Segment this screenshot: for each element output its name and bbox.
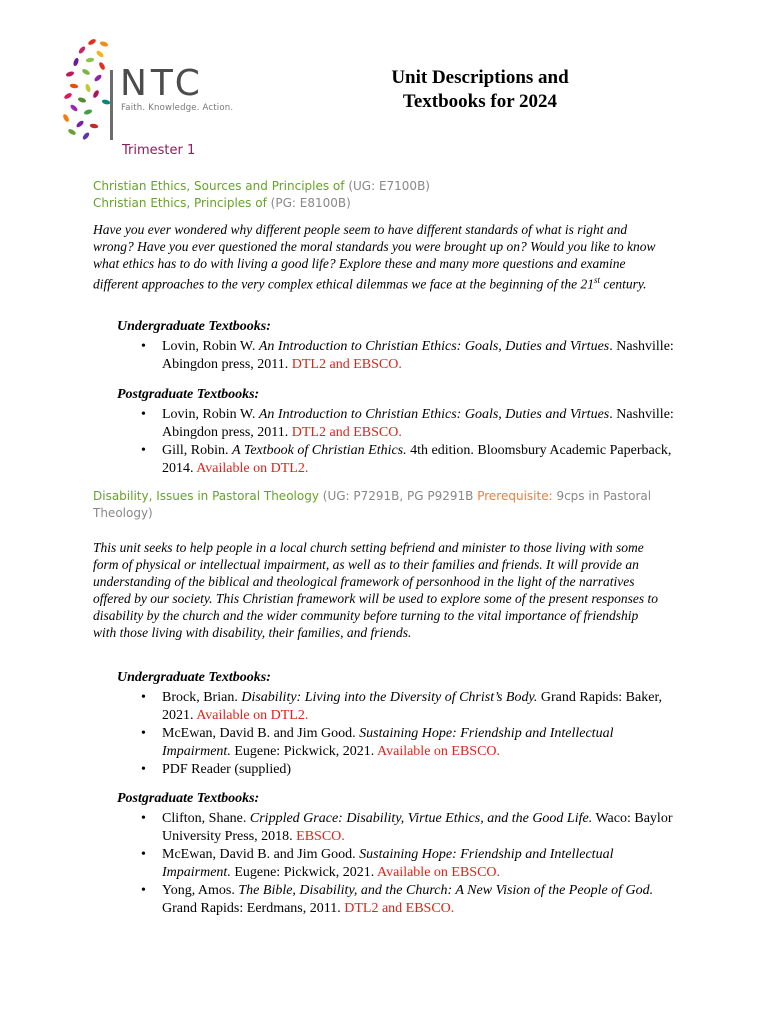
logo-tagline: Faith. Knowledge. Action. <box>121 103 234 113</box>
textbook-item <box>117 442 677 477</box>
textbook-availability: Available on DTL2. <box>196 460 309 476</box>
unit-name: Christian Ethics, Sources and Principles of <box>93 179 345 193</box>
unit-1-title-line-2 <box>93 195 430 212</box>
leaf-shape <box>77 96 86 103</box>
leaf-shape <box>83 108 92 115</box>
textbook-item <box>117 846 677 881</box>
textbook-author: McEwan, David B. and Jim Good. <box>162 847 360 862</box>
unit-2-pg-heading: Postgraduate Textbooks: <box>117 791 260 806</box>
leaf-shape <box>87 38 96 46</box>
document-title <box>350 66 610 114</box>
description-end: century. <box>600 276 647 292</box>
description-text: Have you ever wondered why different people seem to have different standards of what is right and wrong? Have you ever questioned the moral standards you were brought up on? Would you like to know what ethics has to do with living a good life? Explore these and many more questions and examine different approaches to the very complex ethical dilemmas we face at the beginning of the 21 <box>93 222 656 292</box>
bullet-icon: • <box>141 407 146 422</box>
logo-wordmark: NTC <box>120 63 204 104</box>
logo-bar <box>110 70 113 140</box>
textbook-title: A Textbook of Christian Ethics. <box>232 443 407 458</box>
textbook-author: McEwan, David B. and Jim Good. <box>162 726 360 741</box>
textbook-publisher: Waco: Baylor University Press, 2018. <box>162 811 673 844</box>
unit-1-ug-heading: Undergraduate Textbooks: <box>117 319 271 334</box>
leaf-shape <box>69 83 78 89</box>
prerequisite-label: Prerequisite: <box>477 489 553 503</box>
textbook-author: PDF Reader (supplied) <box>162 762 292 777</box>
unit-1-pg-heading: Postgraduate Textbooks: <box>117 387 260 402</box>
textbook-author: Lovin, Robin W. <box>162 407 259 422</box>
leaf-shape <box>63 92 72 100</box>
textbook-publisher: . Nashville: Abingdon press, 2011. <box>162 407 674 440</box>
leaf-shape <box>95 50 104 59</box>
leaf-shape <box>78 45 87 54</box>
unit-2-title <box>93 488 683 522</box>
unit-2-ug-heading: Undergraduate Textbooks: <box>117 670 271 685</box>
unit-1-pg-list <box>117 406 677 478</box>
textbook-item <box>117 689 677 724</box>
unit-1-description <box>93 221 663 293</box>
leaf-shape <box>81 68 90 76</box>
textbook-author: Clifton, Shane. <box>162 811 250 826</box>
textbook-publisher: Eugene: Pickwick, 2021. <box>230 743 378 759</box>
textbook-item <box>117 882 677 917</box>
bullet-icon: • <box>141 339 146 354</box>
textbook-author: Lovin, Robin W. <box>162 339 259 354</box>
textbook-publisher: 4th edition. Bloomsbury Academic Paperback, 2014. <box>162 443 672 476</box>
textbook-publisher: Eugene: Pickwick, 2021. <box>230 864 378 880</box>
leaf-shape <box>82 131 91 140</box>
leaf-shape <box>84 83 91 92</box>
unit-2-pg-list <box>117 810 677 918</box>
textbook-item <box>117 406 677 441</box>
unit-2-description: This unit seeks to help people in a local church setting befriend and minister to those living with some form of physical or intellectual impairment, as well as to their families and friends. It will provide an understanding of the biblical and theological framework of personhood in the light of the narratives offered by our society. This Christian framework will be used to explore some of the present responses to disability by the church and the wider community before turning to the vital importance of friendship with those living with disability, their families, and friends. <box>93 540 658 640</box>
unit-code: (UG: E7100B) <box>348 179 430 193</box>
textbook-availability: DTL2 and EBSCO. <box>291 356 402 372</box>
unit-code: (UG: P7291B, PG P9291B <box>322 489 474 503</box>
unit-1-ug-list <box>117 338 677 374</box>
bullet-icon: • <box>141 726 146 741</box>
textbook-title: Sustaining Hope: Friendship and Intellectual Impairment. <box>162 726 614 759</box>
bullet-icon: • <box>141 811 146 826</box>
leaf-shape <box>72 57 79 66</box>
unit-1-title <box>93 178 430 212</box>
leaf-shape <box>99 40 108 47</box>
textbook-title: Sustaining Hope: Friendship and Intellectual Impairment. <box>162 847 614 880</box>
textbook-publisher: Grand Rapids: Baker, 2021. <box>162 690 663 723</box>
title-line-2: Textbooks for 2024 <box>402 91 558 112</box>
textbook-availability: DTL2 and EBSCO. <box>291 424 402 440</box>
textbook-item <box>117 725 677 760</box>
title-line-1: Unit Descriptions and <box>391 67 569 88</box>
unit-1-title-line-1 <box>93 178 430 195</box>
unit-2-ug-list <box>117 689 677 780</box>
bullet-icon: • <box>141 690 146 705</box>
textbook-title: Disability: Living into the Diversity of Christ’s Body. <box>241 690 538 705</box>
textbook-publisher: Grand Rapids: Eerdmans, 2011. <box>162 900 345 916</box>
unit-name: Disability, Issues in Pastoral Theology <box>93 489 319 503</box>
leaf-shape <box>98 61 106 70</box>
textbook-author: Brock, Brian. <box>162 690 242 705</box>
leaf-shape <box>75 120 84 129</box>
leaf-shape <box>67 128 76 136</box>
bullet-icon: • <box>141 883 146 898</box>
textbook-title: The Bible, Disability, and the Church: A New Vision of the People of God. <box>238 883 654 898</box>
bullet-icon: • <box>141 443 146 458</box>
textbook-availability: Available on EBSCO. <box>377 864 501 880</box>
textbook-item <box>117 761 677 779</box>
leaf-shape <box>85 57 94 63</box>
textbook-title: An Introduction to Christian Ethics: Goals, Duties and Virtues <box>258 339 610 354</box>
leaf-shape <box>101 99 110 105</box>
textbook-title: Crippled Grace: Disability, Virtue Ethics, and the Good Life. <box>249 811 593 826</box>
textbook-availability: DTL2 and EBSCO. <box>344 900 455 916</box>
unit-name: Christian Ethics, Principles of <box>93 196 267 210</box>
description-sup: st <box>594 275 601 285</box>
leaf-shape <box>62 113 70 122</box>
prerequisite-detail: 9cps in Pastoral Theology) <box>93 489 652 520</box>
leaf-shape <box>69 104 78 113</box>
unit-code: (PG: E8100B) <box>270 196 351 210</box>
textbook-publisher: . Nashville: Abingdon press, 2011. <box>162 339 674 372</box>
textbook-author: Gill, Robin. <box>162 443 233 458</box>
trimester-heading: Trimester 1 <box>122 143 196 158</box>
bullet-icon: • <box>141 762 146 777</box>
textbook-availability: Available on DTL2. <box>196 707 309 723</box>
textbook-title: An Introduction to Christian Ethics: Goals, Duties and Virtues <box>258 407 610 422</box>
textbook-item <box>117 338 677 373</box>
leaf-shape <box>89 123 98 129</box>
textbook-availability: Available on EBSCO. <box>377 743 501 759</box>
textbook-availability: EBSCO. <box>296 828 345 844</box>
leaf-shape <box>92 89 100 98</box>
bullet-icon: • <box>141 847 146 862</box>
leaf-shape <box>65 70 74 77</box>
textbook-item <box>117 810 677 845</box>
textbook-author: Yong, Amos. <box>162 883 239 898</box>
leaf-shape <box>93 74 102 83</box>
